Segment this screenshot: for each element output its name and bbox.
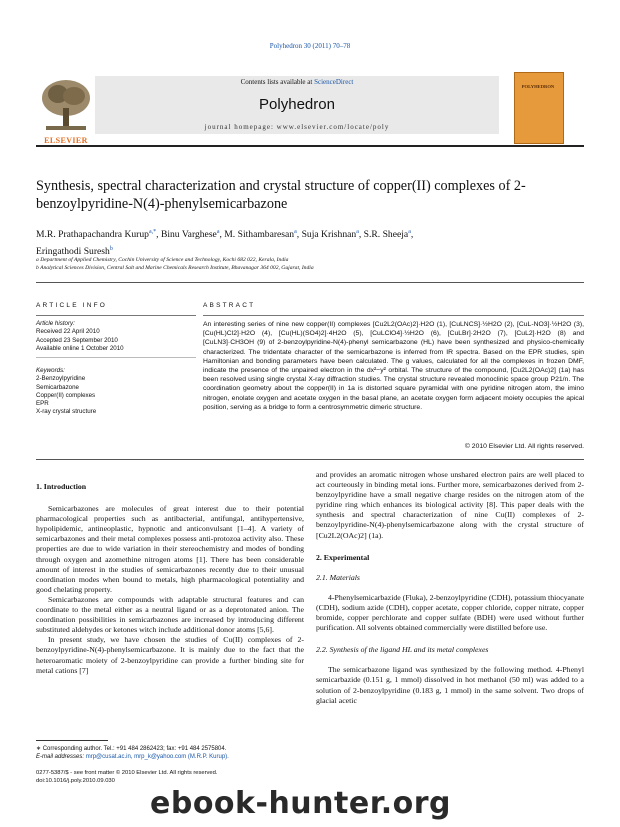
left-column: [36, 482, 304, 676]
keywords-label: Keywords:: [36, 367, 65, 374]
article-history: [36, 320, 196, 353]
publisher-logo-text: ELSEVIER: [44, 136, 88, 145]
experimental-heading: 2. Experimental: [316, 552, 370, 562]
introduction-heading: 1. Introduction: [36, 482, 87, 491]
article-info-rule: [36, 315, 196, 316]
doi-link[interactable]: doi:10.1016/j.poly.2010.09.030: [36, 778, 115, 784]
affiliation-a: a Department of Applied Chemistry, Cochin University of Science and Technology, Kochi 682 022, Kerala, India: [36, 257, 289, 263]
author[interactable]: Suja Krishnan: [301, 229, 357, 241]
keyword: Semicarbazone: [36, 383, 79, 391]
copyright-notice: © 2010 Elsevier Ltd. All rights reserved.: [464, 443, 584, 450]
section-rule: [36, 282, 584, 283]
keyword: 2-Benzoylpyridine: [36, 375, 86, 383]
contents-prefix: Contents lists available at: [240, 78, 315, 86]
author-affil-marker[interactable]: b: [109, 246, 113, 253]
intro-paragraph: Semicarbazones are compounds with adaptable structural features and can coordinate to the metal either as a neutral ligand or as a deprotonated anion. The coordination possibilities in semicarbazones are increased by introducing different substituted aldehydes or ketones witch include additional donor atoms [5,6].: [36, 594, 304, 635]
history-online: Available online 1 October 2010: [36, 344, 124, 352]
keyword: X-ray crystal structure: [36, 408, 97, 416]
affiliation-b: b Analytical Sciences Division, Central Salt and Marine Chemicals Research Institute, Bhavanagar 364 002, Gujarat, India: [36, 265, 314, 271]
right-column: [316, 470, 584, 706]
abstract-bottom-rule: [36, 459, 584, 460]
journal-cover-image: [514, 72, 564, 144]
article-info-heading: ARTICLE INFO: [36, 302, 108, 309]
abstract-rule: [203, 315, 584, 316]
materials-paragraph: 4-Phenylsemicarbazide (Fluka), 2-benzoylpyridine (CDH), potassium thiocyanate (CDH), sodium azide (CDH), copper acetate, copper chloride, copper nitrate, copper bromide, copper perchlorate and copper sulfate (BDH) were used without further purification. All solvents obtained commercially were distilled before use.: [316, 592, 584, 633]
affiliations: [36, 256, 584, 272]
elsevier-tree-logo: [36, 74, 96, 144]
contents-line: [95, 78, 499, 86]
synthesis-paragraph: The semicarbazone ligand was synthesized by the following method. 4-Phenyl semicarbazide (0.151 g, 1 mmol) dissolved in hot methanol (50 ml) was added to a solution of 2-benzoylpyridine (0.183 g, 1 mmol) in the same solvent. Two drops of glacial acetic: [316, 665, 584, 705]
author[interactable]: M. Sithambaresan: [224, 229, 295, 241]
issn-line: 0277-5387/$ - see front matter © 2010 Elsevier Ltd. All rights reserved.: [36, 770, 218, 776]
author[interactable]: Eringathodi Suresh: [36, 246, 110, 258]
article-info-divider: [36, 357, 196, 358]
intro-continuation: and provides an aromatic nitrogen whose unshared electron pairs are well placed to act courteously in binding metal ions. Further more, semicarbazones derived from 2-benzoylpyridine have a small negative charge resides on the nitrogen atom of the pyridine ring which enhances its biological activity [8]. This paper deals with the synthesis and spectral characterization of nine Cu(II) complexes of 2-benzoylpyridine-N(4)-phenylsemicarbazone along with the crystal structure of [Cu2L2(OAc)2] (1a).: [316, 470, 584, 540]
abstract-heading: ABSTRACT: [203, 302, 256, 309]
keyword: EPR: [36, 400, 49, 408]
cover-title: POLYHEDRON: [521, 84, 555, 89]
materials-heading: 2.1. Materials: [316, 572, 360, 582]
author-affil-marker[interactable]: a: [294, 229, 297, 235]
history-label: Article history:: [36, 320, 75, 327]
footnote-rule: [36, 740, 108, 741]
author[interactable]: Binu Varghese: [160, 229, 217, 241]
journal-citation[interactable]: Polyhedron 30 (2011) 70–78: [269, 42, 351, 50]
history-received: Received 22 April 2010: [36, 328, 100, 336]
synthesis-heading: 2.2. Synthesis of the ligand HL and its metal complexes: [316, 645, 489, 655]
email-note: [36, 753, 304, 761]
email-label: E-mail addresses:: [36, 754, 85, 760]
intro-paragraph: In present study, we have chosen the studies of Cu(II) complexes of 2-benzoylpyridine-N(4)-phenylsemicarbazone. It is mainly due to the fact that the heteroaromatic moiety of 2-benzoylpyridine can provide a further binding site for metal cations [7]: [36, 635, 304, 675]
history-accepted: Accepted 23 September 2010: [36, 336, 118, 344]
author-affil-marker[interactable]: a: [408, 229, 411, 235]
author-affil-marker[interactable]: a: [356, 229, 359, 235]
sciencedirect-link[interactable]: ScienceDirect: [314, 78, 354, 86]
keywords: [36, 367, 196, 417]
author[interactable]: S.R. Sheeja: [363, 229, 409, 241]
abstract-text: An interesting series of nine new copper(II) complexes [Cu2L2(OAc)2]·H2O (1), [CuLNCS]·½H2O (2), [CuL-NO3]·½H2O (3), [Cu(HL)Cl2]·H2O (4), [Cu(HL)(SO4)2]·4H2O (5), [CuLClO4]·½H2O (6), [CuLBr]·2H2O (7), [CuL2]·H2O (8) and [CuLN3]·CH3OH (9) of 2-benzoylpyridine-N(4)-phenyl semicarbazone (HL) have been synthesized and physico-chemically characterized. The tridentate character of the semicarbazone is inferred from IR spectra. Based on the EPR studies, spin Hamiltonian and bonding parameters have been calculated. The g values, calculated for all the complexes in frozen DMF, indicate the presence of the unpaired electron in the dx²−y² orbital. The structure of the compound, [Cu2L2(OAc)2] (1a) has been resolved using single crystal X-ray diffraction studies. The crystal structure revealed monoclinic space group P21/n. The coordination geometry about the copper(II) in 1a is distorted square pyramidal with one pyridine nitrogen atom, the imino nitrogen, enolate oxygen and acetate oxygen in the basal plane, an acetate oxygen form adjacent moiety occupies the apical position, serving as a bridge to form a centrosymmetric dimeric structure.: [203, 321, 584, 411]
corresponding-author-note: ∗ Corresponding author. Tel.: +91 484 2862423; fax: +91 484 2575804.: [36, 746, 227, 752]
header-rule: [36, 145, 584, 147]
intro-paragraph: Semicarbazones are molecules of great interest due to their potential pharmacological properties such as antibacterial, antifungal, antihypertensive, hypolipidemic, antineoplastic, hypnotic and anticonvulsant [1–4]. A variety of semicarbazones and their metal complexes possess anti-protozoa activity also. These properties are due to wide variation in their stereochemistry and modes of bonding through oxygen and azomethine nitrogen atoms [1]. There has been considerable amount of interest in the studies of semicarbazones recently due to their unusual coordination modes when bound to metals, high pharmacological potentiality and good chelating property.: [36, 504, 304, 594]
journal-title: Polyhedron: [259, 96, 335, 113]
article-title: Synthesis, spectral characterization and crystal structure of copper(II) complexes of 2-benzoylpyridine-N(4)-phenylsemicarbazone: [36, 178, 526, 212]
email-addresses[interactable]: mrp@cusat.ac.in, mrp_k@yahoo.com (M.R.P. Kurup).: [85, 754, 229, 760]
author-affil-marker[interactable]: a: [216, 229, 220, 235]
author[interactable]: M.R. Prathapachandra Kurup: [36, 229, 149, 241]
journal-homepage[interactable]: journal homepage: www.elsevier.com/locate/poly: [204, 123, 390, 131]
author-affil-marker[interactable]: a,*: [148, 229, 157, 235]
keyword: Copper(II) complexes: [36, 391, 96, 399]
author-list: M.R. Prathapachandra Kurup$^{a,*}$, Binu Varghese$^a$, M. Sithambaresan$^a$, Suja Krishnan$^a$, S.R. Sheeja$^a$, Eringathodi Suresh$^b$: [36, 229, 414, 258]
watermark-text: ebook-hunter.org: [150, 786, 451, 821]
